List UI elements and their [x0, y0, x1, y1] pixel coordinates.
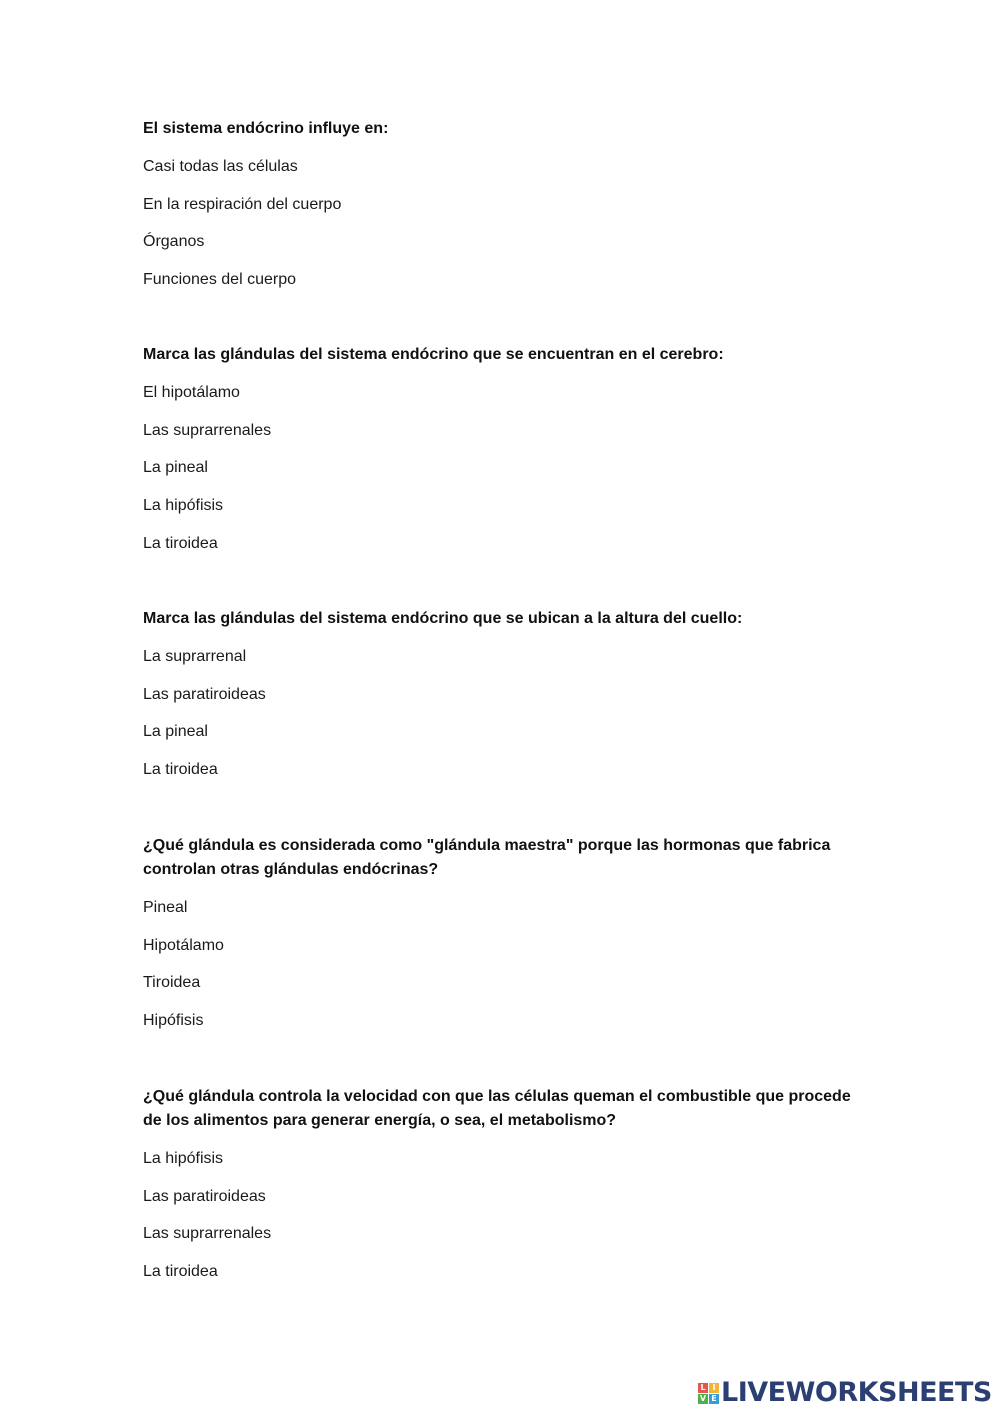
question-2-option-3[interactable]: La pineal	[143, 459, 208, 477]
question-2	[143, 343, 863, 569]
question-4-option-1[interactable]: Pineal	[143, 899, 188, 916]
question-5-text: ¿Qué glándula controla la velocidad con que las células queman el combustible que procede de los alimentos para generar energía, o sea, el metabolismo?	[143, 1088, 851, 1129]
question-5-option-2[interactable]: Las paratiroideas	[143, 1187, 266, 1205]
question-3-option-1[interactable]: La suprarrenal	[143, 648, 247, 665]
question-4-option-3[interactable]: Tiroidea	[143, 974, 201, 992]
question-2-text: Marca las glándulas del sistema endócrino que se encuentran en el cerebro:	[143, 346, 724, 363]
question-4-option-2[interactable]: Hipotálamo	[143, 936, 224, 954]
logo-blocks-icon	[698, 1383, 719, 1404]
liveworksheets-logo	[698, 1378, 992, 1408]
question-1-text: El sistema endócrino influye en:	[143, 120, 389, 137]
question-1	[143, 117, 863, 306]
question-5	[143, 1085, 863, 1298]
logo-block-l: L	[698, 1383, 708, 1393]
question-3-option-3[interactable]: La pineal	[143, 723, 208, 741]
question-3	[143, 607, 863, 796]
question-2-option-2[interactable]: Las suprarrenales	[143, 421, 272, 439]
question-4-option-4[interactable]: Hipófisis	[143, 1012, 204, 1030]
question-3-option-4[interactable]: La tiroidea	[143, 761, 218, 779]
logo-text: LIVEWORKSHEETS	[721, 1377, 992, 1408]
logo-block-v: V	[699, 1393, 707, 1403]
logo-block-e: E	[709, 1394, 719, 1404]
question-4-text: ¿Qué glándula es considerada como "glándula maestra" porque las hormonas que fabrica controlan otras glándulas endócrinas?	[143, 837, 831, 878]
question-5-option-4[interactable]: La tiroidea	[143, 1263, 218, 1281]
question-3-text: Marca las glándulas del sistema endócrino que se ubican a la altura del cuello:	[143, 610, 743, 627]
question-1-option-4[interactable]: Funciones del cuerpo	[143, 271, 296, 289]
question-5-option-1[interactable]: La hipófisis	[143, 1150, 224, 1167]
question-1-option-3[interactable]: Órganos	[143, 233, 205, 251]
question-2-option-1[interactable]: El hipotálamo	[143, 384, 240, 401]
question-2-option-4[interactable]: La hipófisis	[143, 497, 224, 515]
question-3-option-2[interactable]: Las paratiroideas	[143, 685, 266, 703]
question-1-option-1[interactable]: Casi todas las células	[143, 158, 298, 175]
question-5-option-3[interactable]: Las suprarrenales	[143, 1225, 272, 1243]
question-2-option-5[interactable]: La tiroidea	[143, 534, 218, 552]
logo-block-i: I	[709, 1383, 719, 1393]
question-1-option-2[interactable]: En la respiración del cuerpo	[143, 195, 342, 213]
question-4	[143, 834, 863, 1047]
